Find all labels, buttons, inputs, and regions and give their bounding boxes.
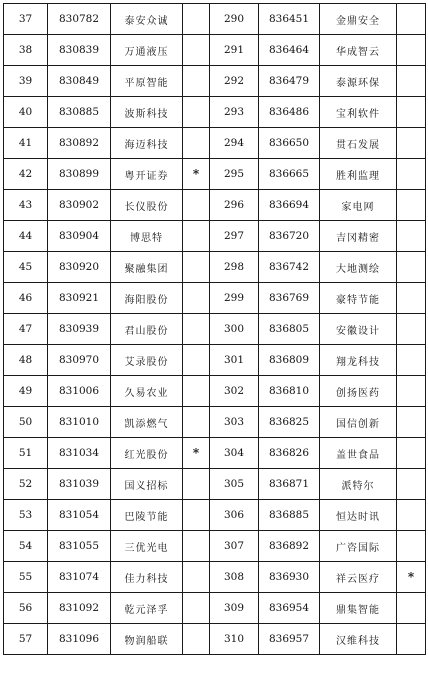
right-company-name: 广咨国际 — [320, 531, 397, 562]
right-stock-code: 836826 — [259, 438, 320, 469]
left-row-number: 50 — [4, 407, 48, 438]
left-company-name: 红光股份 — [111, 438, 183, 469]
right-row-number: 291 — [210, 35, 259, 66]
right-row-number: 299 — [210, 283, 259, 314]
left-row-number: 49 — [4, 376, 48, 407]
left-row-number: 54 — [4, 531, 48, 562]
right-company-name: 宝利软件 — [320, 97, 397, 128]
left-company-name: 艾录股份 — [111, 345, 183, 376]
left-asterisk-mark: * — [183, 159, 210, 190]
right-company-name: 吉冈精密 — [320, 221, 397, 252]
right-row-number: 298 — [210, 252, 259, 283]
right-asterisk-mark — [397, 35, 426, 66]
right-asterisk-mark — [397, 283, 426, 314]
right-company-name: 泰源环保 — [320, 66, 397, 97]
table-row — [4, 593, 426, 624]
table-row — [4, 283, 426, 314]
right-row-number: 290 — [210, 4, 259, 35]
table-row — [4, 407, 426, 438]
left-asterisk-mark — [183, 314, 210, 345]
table-row — [4, 159, 426, 190]
right-stock-code: 836871 — [259, 469, 320, 500]
right-asterisk-mark — [397, 4, 426, 35]
right-company-name: 盖世食品 — [320, 438, 397, 469]
table-row — [4, 624, 426, 655]
right-asterisk-mark — [397, 376, 426, 407]
left-company-name: 海阳股份 — [111, 283, 183, 314]
left-stock-code: 830849 — [48, 66, 111, 97]
right-asterisk-mark — [397, 624, 426, 655]
left-stock-code: 830939 — [48, 314, 111, 345]
right-stock-code: 836957 — [259, 624, 320, 655]
right-company-name: 国信创新 — [320, 407, 397, 438]
left-stock-code: 830920 — [48, 252, 111, 283]
right-stock-code: 836809 — [259, 345, 320, 376]
left-stock-code: 831055 — [48, 531, 111, 562]
right-row-number: 297 — [210, 221, 259, 252]
right-asterisk-mark — [397, 500, 426, 531]
right-company-name: 金鼎安全 — [320, 4, 397, 35]
right-row-number: 309 — [210, 593, 259, 624]
right-stock-code: 836451 — [259, 4, 320, 35]
right-row-number: 305 — [210, 469, 259, 500]
right-asterisk-mark — [397, 407, 426, 438]
left-company-name: 波斯科技 — [111, 97, 183, 128]
right-row-number: 296 — [210, 190, 259, 221]
right-stock-code: 836954 — [259, 593, 320, 624]
table-row — [4, 35, 426, 66]
left-asterisk-mark — [183, 562, 210, 593]
right-asterisk-mark — [397, 314, 426, 345]
left-stock-code: 830921 — [48, 283, 111, 314]
right-stock-code: 836650 — [259, 128, 320, 159]
right-stock-code: 836479 — [259, 66, 320, 97]
table-row — [4, 345, 426, 376]
left-row-number: 47 — [4, 314, 48, 345]
left-stock-code: 831074 — [48, 562, 111, 593]
right-row-number: 308 — [210, 562, 259, 593]
right-asterisk-mark — [397, 531, 426, 562]
table-row — [4, 376, 426, 407]
left-company-name: 泰安众诚 — [111, 4, 183, 35]
left-row-number: 45 — [4, 252, 48, 283]
right-row-number: 303 — [210, 407, 259, 438]
left-company-name: 博思特 — [111, 221, 183, 252]
right-row-number: 302 — [210, 376, 259, 407]
left-asterisk-mark — [183, 35, 210, 66]
table-row — [4, 562, 426, 593]
right-company-name: 创扬医药 — [320, 376, 397, 407]
left-asterisk-mark — [183, 283, 210, 314]
right-asterisk-mark — [397, 66, 426, 97]
table-row — [4, 4, 426, 35]
right-company-name: 翔龙科技 — [320, 345, 397, 376]
right-row-number: 306 — [210, 500, 259, 531]
table-row — [4, 252, 426, 283]
left-stock-code: 831039 — [48, 469, 111, 500]
table-row — [4, 190, 426, 221]
table-row — [4, 500, 426, 531]
left-asterisk-mark — [183, 97, 210, 128]
left-asterisk-mark — [183, 4, 210, 35]
right-stock-code: 836742 — [259, 252, 320, 283]
left-asterisk-mark — [183, 345, 210, 376]
left-asterisk-mark — [183, 593, 210, 624]
right-company-name: 大地测绘 — [320, 252, 397, 283]
left-company-name: 乾元泽孚 — [111, 593, 183, 624]
left-company-name: 万通液压 — [111, 35, 183, 66]
table-row — [4, 128, 426, 159]
right-row-number: 304 — [210, 438, 259, 469]
table-row — [4, 221, 426, 252]
left-stock-code: 830904 — [48, 221, 111, 252]
left-stock-code: 831034 — [48, 438, 111, 469]
left-row-number: 56 — [4, 593, 48, 624]
left-stock-code: 831096 — [48, 624, 111, 655]
right-company-name: 豪特节能 — [320, 283, 397, 314]
right-asterisk-mark — [397, 469, 426, 500]
right-asterisk-mark — [397, 252, 426, 283]
right-company-name: 祥云医疗 — [320, 562, 397, 593]
left-row-number: 42 — [4, 159, 48, 190]
right-row-number: 292 — [210, 66, 259, 97]
left-company-name: 三优光电 — [111, 531, 183, 562]
right-stock-code: 836665 — [259, 159, 320, 190]
company-table — [3, 3, 426, 655]
right-row-number: 295 — [210, 159, 259, 190]
left-company-name: 久易农业 — [111, 376, 183, 407]
left-row-number: 39 — [4, 66, 48, 97]
left-company-name: 长仪股份 — [111, 190, 183, 221]
right-asterisk-mark — [397, 97, 426, 128]
right-company-name: 鼎集智能 — [320, 593, 397, 624]
left-stock-code: 830899 — [48, 159, 111, 190]
right-row-number: 294 — [210, 128, 259, 159]
left-asterisk-mark — [183, 190, 210, 221]
table-row — [4, 66, 426, 97]
left-asterisk-mark — [183, 221, 210, 252]
right-asterisk-mark — [397, 345, 426, 376]
right-row-number: 293 — [210, 97, 259, 128]
left-asterisk-mark — [183, 469, 210, 500]
left-row-number: 37 — [4, 4, 48, 35]
left-stock-code: 831006 — [48, 376, 111, 407]
right-stock-code: 836486 — [259, 97, 320, 128]
right-asterisk-mark: * — [397, 562, 426, 593]
right-row-number: 300 — [210, 314, 259, 345]
right-asterisk-mark — [397, 438, 426, 469]
right-row-number: 307 — [210, 531, 259, 562]
left-company-name: 君山股份 — [111, 314, 183, 345]
left-stock-code: 830839 — [48, 35, 111, 66]
left-row-number: 38 — [4, 35, 48, 66]
left-stock-code: 830782 — [48, 4, 111, 35]
left-stock-code: 831054 — [48, 500, 111, 531]
right-company-name: 派特尔 — [320, 469, 397, 500]
right-stock-code: 836885 — [259, 500, 320, 531]
left-company-name: 海迈科技 — [111, 128, 183, 159]
left-company-name: 物润船联 — [111, 624, 183, 655]
right-company-name: 汉维科技 — [320, 624, 397, 655]
left-row-number: 53 — [4, 500, 48, 531]
left-asterisk-mark — [183, 407, 210, 438]
left-row-number: 48 — [4, 345, 48, 376]
left-company-name: 平原智能 — [111, 66, 183, 97]
left-asterisk-mark — [183, 500, 210, 531]
right-stock-code: 836694 — [259, 190, 320, 221]
left-asterisk-mark — [183, 624, 210, 655]
right-stock-code: 836464 — [259, 35, 320, 66]
left-company-name: 凯添燃气 — [111, 407, 183, 438]
right-stock-code: 836720 — [259, 221, 320, 252]
left-row-number: 55 — [4, 562, 48, 593]
left-stock-code: 831092 — [48, 593, 111, 624]
left-asterisk-mark — [183, 66, 210, 97]
right-asterisk-mark — [397, 159, 426, 190]
left-row-number: 57 — [4, 624, 48, 655]
left-company-name: 粤开证券 — [111, 159, 183, 190]
left-asterisk-mark: * — [183, 438, 210, 469]
right-company-name: 安徽设计 — [320, 314, 397, 345]
right-company-name: 恒达时讯 — [320, 500, 397, 531]
left-asterisk-mark — [183, 128, 210, 159]
right-company-name: 胜利监理 — [320, 159, 397, 190]
left-stock-code: 830885 — [48, 97, 111, 128]
right-stock-code: 836930 — [259, 562, 320, 593]
table-row — [4, 469, 426, 500]
left-stock-code: 831010 — [48, 407, 111, 438]
left-asterisk-mark — [183, 376, 210, 407]
right-asterisk-mark — [397, 221, 426, 252]
table-row — [4, 314, 426, 345]
right-asterisk-mark — [397, 593, 426, 624]
left-company-name: 聚融集团 — [111, 252, 183, 283]
left-row-number: 40 — [4, 97, 48, 128]
left-company-name: 国义招标 — [111, 469, 183, 500]
left-row-number: 52 — [4, 469, 48, 500]
right-row-number: 310 — [210, 624, 259, 655]
left-row-number: 46 — [4, 283, 48, 314]
left-row-number: 43 — [4, 190, 48, 221]
left-stock-code: 830970 — [48, 345, 111, 376]
table-body — [4, 4, 426, 655]
left-row-number: 51 — [4, 438, 48, 469]
right-row-number: 301 — [210, 345, 259, 376]
left-asterisk-mark — [183, 252, 210, 283]
left-row-number: 44 — [4, 221, 48, 252]
left-company-name: 佳力科技 — [111, 562, 183, 593]
left-stock-code: 830902 — [48, 190, 111, 221]
table-row — [4, 531, 426, 562]
right-stock-code: 836810 — [259, 376, 320, 407]
right-stock-code: 836825 — [259, 407, 320, 438]
right-company-name: 贯石发展 — [320, 128, 397, 159]
left-asterisk-mark — [183, 531, 210, 562]
right-company-name: 华成智云 — [320, 35, 397, 66]
right-stock-code: 836892 — [259, 531, 320, 562]
left-company-name: 巴陵节能 — [111, 500, 183, 531]
left-row-number: 41 — [4, 128, 48, 159]
table-row — [4, 438, 426, 469]
right-company-name: 家电网 — [320, 190, 397, 221]
left-stock-code: 830892 — [48, 128, 111, 159]
table-row — [4, 97, 426, 128]
right-stock-code: 836769 — [259, 283, 320, 314]
right-asterisk-mark — [397, 190, 426, 221]
right-asterisk-mark — [397, 128, 426, 159]
right-stock-code: 836805 — [259, 314, 320, 345]
